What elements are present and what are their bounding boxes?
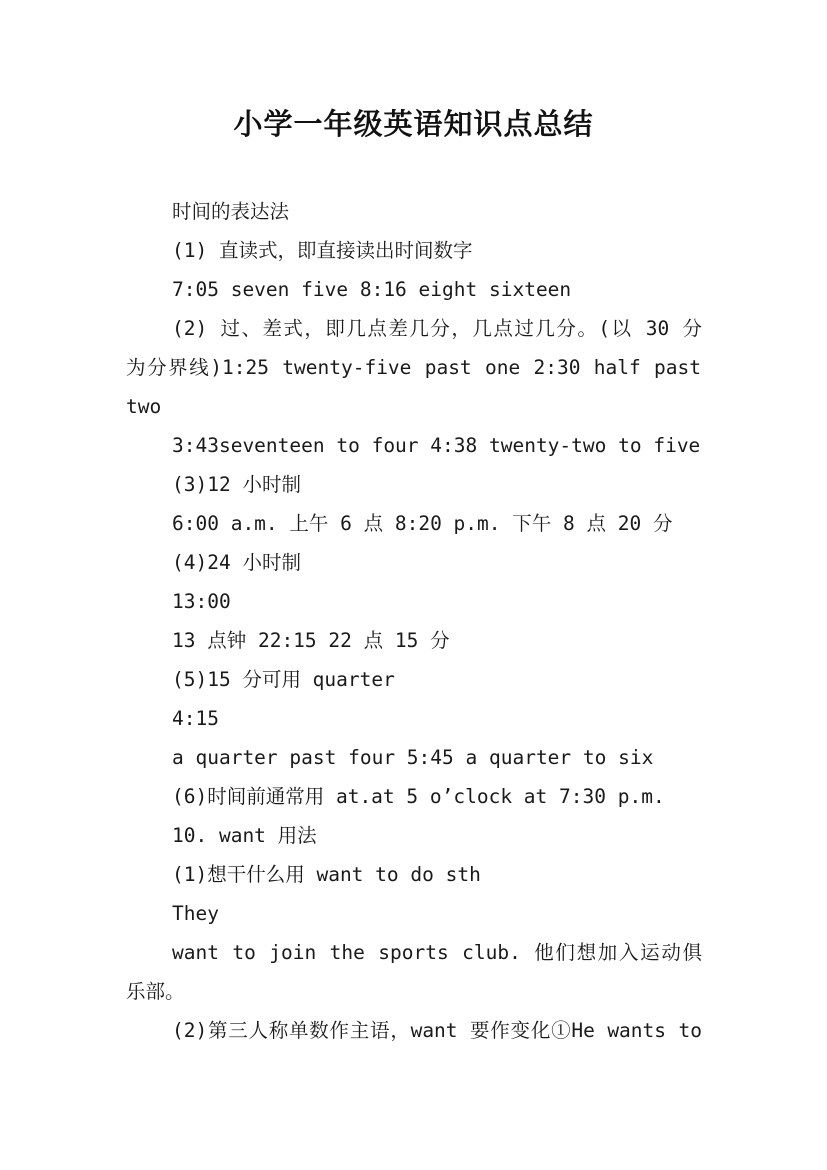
text-line-direct-example: 7:05 seven five 8:16 eight sixteen (172, 278, 572, 301)
document-title: 小学一年级英语知识点总结 (233, 107, 594, 141)
text-line-past-to-examples: 为分界线)1:25 twenty-five past one 2:30 half past (126, 356, 701, 379)
text-line-24-hour-example: 13 点钟 22:15 22 点 15 分 (172, 629, 450, 652)
text-line-club-end: 乐部。 (126, 980, 185, 1003)
text-line-direct-reading: (1) 直读式，即直接读出时间数字 (172, 239, 473, 262)
text-line-want-to-do: (1)想干什么用 want to do sth (172, 863, 481, 886)
text-line-want-heading: 10. want 用法 (172, 824, 317, 847)
text-line-time-expression-heading: 时间的表达法 (172, 200, 290, 223)
text-line-quarter-example: a quarter past four 5:45 a quarter to six (172, 746, 654, 769)
text-line-415: 4:15 (172, 707, 219, 730)
text-line-24-hour: (4)24 小时制 (172, 551, 301, 574)
text-line-quarter: (5)15 分可用 quarter (172, 668, 395, 691)
text-line-sports-club: want to join the sports club. 他们想加入运动俱 (172, 941, 702, 964)
text-line-12-hour-example: 6:00 a.m. 上午 6 点 8:20 p.m. 下午 8 点 20 分 (172, 512, 673, 535)
text-line-third-person: (2)第三人称单数作主语，want 要作变化①He wants to (172, 1019, 702, 1042)
text-line-12-hour: (3)12 小时制 (172, 473, 301, 496)
text-line-past-to-method: (2) 过、差式，即几点差几分，几点过几分。(以 30 分 (172, 317, 702, 340)
text-line-they: They (172, 902, 219, 925)
text-line-two: two (126, 395, 162, 418)
text-line-to-examples: 3:43seventeen to four 4:38 twenty-two to five (172, 434, 701, 457)
text-line-at-usage: (6)时间前通常用 at.at 5 o’clock at 7:30 p.m. (172, 785, 665, 808)
text-line-1300: 13:00 (172, 590, 231, 613)
